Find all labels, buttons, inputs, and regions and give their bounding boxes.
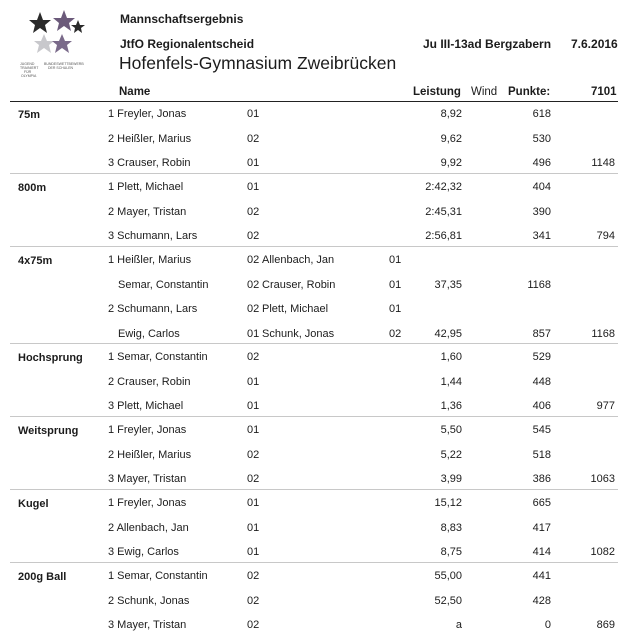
relay-partner-code: 01 <box>389 303 402 315</box>
athlete-code: 02 <box>247 595 260 607</box>
event-name: Weitsprung <box>18 425 79 437</box>
result-value: 37,35 <box>434 279 462 291</box>
event-name: Hochsprung <box>18 352 83 364</box>
points-value: 496 <box>532 157 551 169</box>
athlete-code: 01 <box>247 108 260 120</box>
athlete-code: 02 <box>247 206 260 218</box>
athlete-name: 2 Heißler, Marius <box>108 449 192 461</box>
athlete-name: 2 Schunk, Jonas <box>108 595 190 607</box>
points-value: 448 <box>532 376 551 388</box>
athlete-code: 01 <box>247 400 260 412</box>
points-value: 406 <box>532 400 551 412</box>
section-divider <box>10 343 618 344</box>
event-name: Kugel <box>18 498 49 510</box>
logo-text-3: FÜR <box>24 70 32 74</box>
report-type: Mannschaftsergebnis <box>120 12 244 26</box>
event-name: 200g Ball <box>18 571 67 583</box>
event-total-points: 1082 <box>590 546 615 558</box>
points-value: 428 <box>532 595 551 607</box>
points-value: 414 <box>532 546 551 558</box>
event-total-points: 1168 <box>591 328 615 340</box>
result-value: 2:56,81 <box>425 230 462 242</box>
athlete-name: 3 Crauser, Robin <box>108 157 191 169</box>
athlete-code: 01 <box>247 497 260 509</box>
event-name: 800m <box>18 182 47 194</box>
result-value: 8,75 <box>440 546 462 558</box>
points-value: 529 <box>532 351 551 363</box>
athlete-name: 1 Freyler, Jonas <box>108 108 187 120</box>
relay-partner-name: Plett, Michael <box>262 303 329 315</box>
points-value: 441 <box>532 570 551 582</box>
event-total-points: 977 <box>596 400 615 412</box>
athlete-name: 3 Schumann, Lars <box>108 230 198 242</box>
relay-partner-code: 02 <box>389 328 402 340</box>
section-divider <box>10 562 618 563</box>
relay-partner-name: Crauser, Robin <box>262 279 336 291</box>
header-rule <box>10 101 618 102</box>
result-value: 3,99 <box>440 473 462 485</box>
athlete-code: 01 <box>247 522 260 534</box>
result-value: 52,50 <box>434 595 462 607</box>
points-value: 404 <box>532 181 551 193</box>
event-name: 75m <box>18 109 41 121</box>
logo-text-1: JUGEND <box>20 62 35 66</box>
athlete-code: 02 <box>247 473 260 485</box>
result-value: 5,22 <box>440 449 462 461</box>
competition-date: 7.6.2016 <box>571 37 618 51</box>
athlete-code: 01 <box>247 424 260 436</box>
jtfo-logo <box>20 10 90 90</box>
section-divider <box>10 173 618 174</box>
athlete-name: 2 Allenbach, Jan <box>108 522 189 534</box>
school-name: Hofenfels-Gymnasium Zweibrücken <box>119 53 397 73</box>
athlete-name: 1 Semar, Constantin <box>108 570 208 582</box>
result-value: 2:45,31 <box>425 206 462 218</box>
points-value: 518 <box>532 449 551 461</box>
athlete-code: 02 <box>247 230 260 242</box>
athlete-name: 2 Schumann, Lars <box>108 303 198 315</box>
athlete-name: 1 Freyler, Jonas <box>108 497 187 509</box>
athlete-code: 02 <box>247 133 260 145</box>
col-header-leistung: Leistung <box>413 86 461 98</box>
points-value: 857 <box>532 328 551 340</box>
competition-name: Ju III-13ad Bergzabern <box>423 37 552 51</box>
points-value: 530 <box>532 133 551 145</box>
athlete-code: 02 <box>247 254 260 266</box>
athlete-name: Ewig, Carlos <box>118 328 180 340</box>
result-value: 9,92 <box>440 157 462 169</box>
athlete-code: 02 <box>247 351 260 363</box>
athlete-name: Semar, Constantin <box>118 279 209 291</box>
result-value: 5,50 <box>440 424 462 436</box>
event-name: 4x75m <box>18 255 53 267</box>
result-value: 1,44 <box>440 376 462 388</box>
points-value: 341 <box>532 230 551 242</box>
relay-partner-code: 01 <box>389 254 402 266</box>
logo-text-5: BUNDESWETTBEWERB <box>44 62 84 66</box>
points-value: 417 <box>532 522 551 534</box>
athlete-code: 01 <box>247 546 260 558</box>
athlete-code: 01 <box>247 181 260 193</box>
result-value: 2:42,32 <box>425 181 462 193</box>
event-total-points: 794 <box>596 230 615 242</box>
athlete-name: 1 Plett, Michael <box>108 181 184 193</box>
athlete-code: 01 <box>247 328 260 340</box>
relay-partner-name: Schunk, Jonas <box>262 328 335 340</box>
col-header-wind: Wind <box>471 86 498 98</box>
athlete-name: 2 Crauser, Robin <box>108 376 191 388</box>
athlete-name: 3 Mayer, Tristan <box>108 619 187 631</box>
relay-partner-code: 01 <box>389 279 402 291</box>
logo-text-4: OLYMPIA <box>21 74 37 78</box>
result-value: a <box>455 619 462 631</box>
competition-level: JtfO Regionalentscheid <box>120 37 255 51</box>
athlete-name: 2 Mayer, Tristan <box>108 206 187 218</box>
athlete-code: 02 <box>247 570 260 582</box>
event-total-points: 1063 <box>590 473 615 485</box>
points-value: 618 <box>532 108 551 120</box>
section-divider <box>10 489 618 490</box>
col-header-name: Name <box>119 86 151 98</box>
athlete-name: 2 Heißler, Marius <box>108 133 192 145</box>
athlete-name: 1 Semar, Constantin <box>108 351 208 363</box>
result-value: 9,62 <box>440 133 462 145</box>
result-value: 8,92 <box>440 108 462 120</box>
athlete-name: 1 Heißler, Marius <box>108 254 192 266</box>
event-total-points: 1148 <box>591 157 615 169</box>
event-total-points: 869 <box>596 619 615 631</box>
athlete-code: 01 <box>247 157 260 169</box>
athlete-name: 3 Plett, Michael <box>108 400 184 412</box>
result-value: 42,95 <box>434 328 462 340</box>
points-value: 545 <box>532 424 551 436</box>
section-divider <box>10 416 618 417</box>
athlete-code: 01 <box>247 376 260 388</box>
team-total-points: 7101 <box>591 86 617 98</box>
athlete-name: 3 Ewig, Carlos <box>108 546 179 558</box>
athlete-code: 02 <box>247 303 260 315</box>
points-value: 0 <box>544 619 551 631</box>
athlete-code: 02 <box>247 449 260 461</box>
points-value: 665 <box>532 497 551 509</box>
points-value: 386 <box>532 473 551 485</box>
points-value: 390 <box>532 206 551 218</box>
result-value: 1,36 <box>440 400 462 412</box>
result-value: 8,83 <box>440 522 462 534</box>
section-divider <box>10 246 618 247</box>
stars-logo-icon <box>20 10 90 62</box>
athlete-name: 3 Mayer, Tristan <box>108 473 187 485</box>
logo-text-2: TRAINIERT <box>20 66 39 70</box>
athlete-code: 02 <box>247 619 260 631</box>
athlete-code: 02 <box>247 279 260 291</box>
points-value: 1168 <box>527 279 551 291</box>
relay-partner-name: Allenbach, Jan <box>262 254 335 266</box>
result-value: 1,60 <box>440 351 462 363</box>
athlete-name: 1 Freyler, Jonas <box>108 424 187 436</box>
result-value: 15,12 <box>434 497 462 509</box>
result-value: 55,00 <box>434 570 462 582</box>
logo-text-6: DER SCHULEN <box>48 66 74 70</box>
col-header-punkte: Punkte: <box>508 86 551 98</box>
